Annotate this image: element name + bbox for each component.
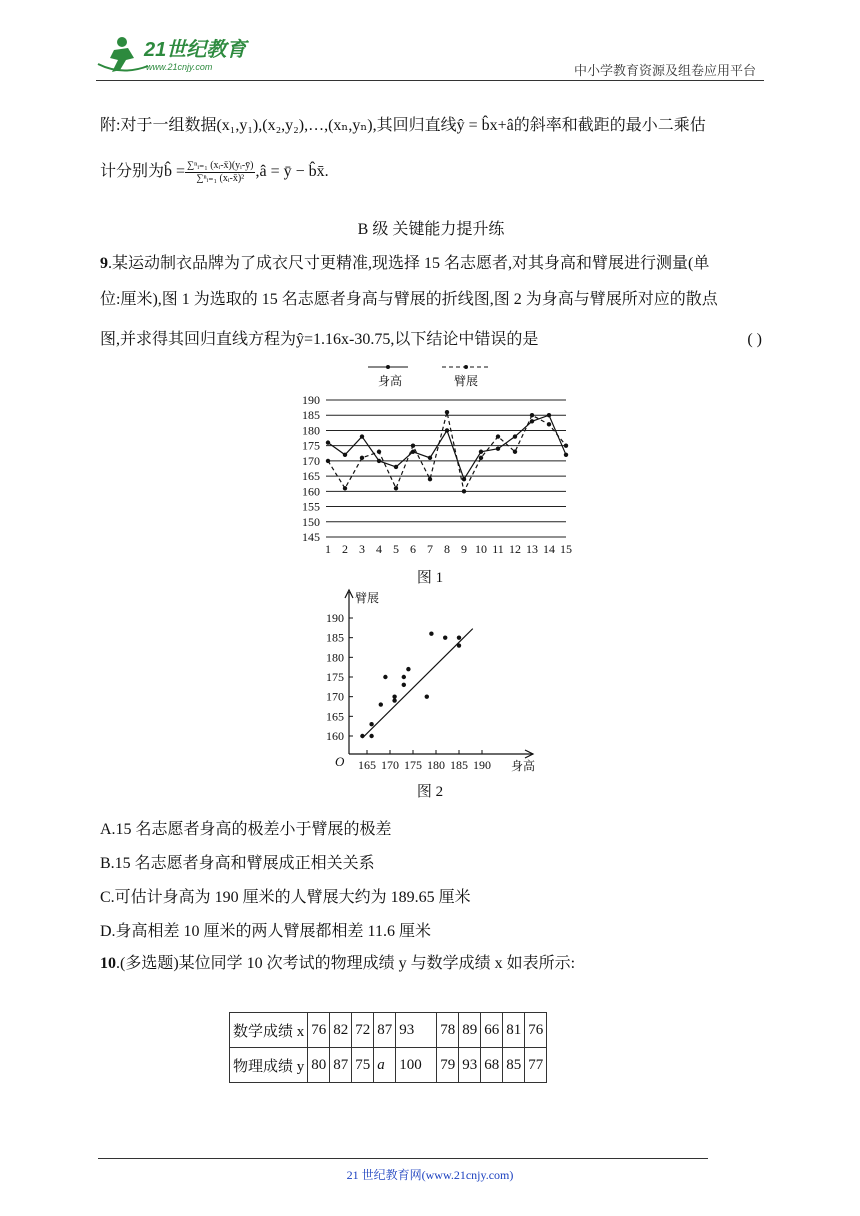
- scatter-point: [369, 722, 373, 726]
- x-tick-label: 12: [509, 542, 521, 556]
- table-cell: 87: [374, 1013, 396, 1048]
- note-line2-suffix: ,â = ȳ − b̂x̄.: [255, 163, 329, 180]
- header-platform-text: 中小学教育资源及组卷应用平台: [573, 63, 756, 78]
- fig2-caption: 图 2: [416, 784, 444, 800]
- footer-text: 21 世纪教育网(www.21cnjy.com): [346, 1168, 514, 1182]
- table-cell: 89: [459, 1013, 481, 1048]
- data-point: [377, 459, 381, 463]
- site-logo: [92, 30, 262, 78]
- data-point: [326, 440, 330, 444]
- x-tick-label: 185: [450, 758, 468, 772]
- option-b: B.15 名志愿者身高和臂展成正相关关系: [100, 855, 375, 872]
- y-tick-label: 145: [302, 530, 320, 544]
- table-cell: 77: [525, 1048, 547, 1083]
- data-point: [496, 447, 500, 451]
- table-cell: 100: [396, 1048, 437, 1083]
- x-tick-label: 190: [473, 758, 491, 772]
- x-tick-label: 5: [393, 542, 399, 556]
- table-cell: 80: [308, 1048, 330, 1083]
- table-row: [230, 1048, 547, 1083]
- data-point: [564, 453, 568, 457]
- data-point: [445, 428, 449, 432]
- b-hat: b̂ =: [164, 163, 186, 180]
- table-cell: 81: [503, 1013, 525, 1048]
- footer-divider: [98, 1158, 708, 1159]
- table-cell: 93: [459, 1048, 481, 1083]
- option-c: C.可估计身高为 190 厘米的人臂展大约为 189.65 厘米: [100, 889, 471, 906]
- data-point: [428, 477, 432, 481]
- x-tick-label: 3: [359, 542, 365, 556]
- y-tick-label: 170: [326, 689, 344, 704]
- section-title: B 级 关键能力提升练: [357, 221, 505, 238]
- data-point: [445, 410, 449, 414]
- y-tick-label: 180: [302, 423, 320, 438]
- fig1-line-chart: [290, 360, 580, 560]
- x-tick-label: 165: [358, 758, 376, 772]
- x-tick-label: 8: [444, 542, 450, 556]
- y-tick-label: 155: [302, 499, 320, 514]
- y-tick-label: 185: [326, 630, 344, 645]
- y-tick-label: 175: [302, 438, 320, 453]
- data-point: [496, 434, 500, 438]
- x-tick-label: 180: [427, 758, 445, 772]
- data-point: [462, 489, 466, 493]
- scatter-point: [383, 675, 387, 679]
- fig2-xlabel: 身高: [511, 759, 536, 773]
- x-tick-label: 175: [404, 758, 422, 772]
- y-tick-label: 170: [302, 453, 320, 468]
- data-point: [394, 486, 398, 490]
- x-tick-label: 13: [526, 542, 538, 556]
- option-a: A.15 名志愿者身高的极差小于臂展的极差: [100, 821, 392, 838]
- note-line2-prefix: 计分别为: [100, 163, 165, 180]
- y-tick-label: 185: [302, 408, 320, 423]
- y-tick-label: 165: [326, 709, 344, 724]
- armspan-series-line: [328, 412, 566, 491]
- scatter-point: [425, 694, 429, 698]
- data-point: [513, 434, 517, 438]
- y-tick-label: 190: [302, 393, 320, 407]
- table-cell: a: [374, 1048, 396, 1083]
- data-point: [513, 450, 517, 454]
- y-tick-label: 180: [326, 650, 344, 665]
- data-point: [462, 477, 466, 481]
- table-cell: 78: [437, 1013, 459, 1048]
- x-tick-label: 2: [342, 542, 348, 556]
- data-point: [479, 456, 483, 460]
- data-point: [377, 450, 381, 454]
- y-tick-label: 160: [326, 729, 344, 743]
- y-tick-label: 190: [326, 611, 344, 625]
- table-cell: 85: [503, 1048, 525, 1083]
- fig2-scatter-chart: [305, 588, 545, 778]
- q9-text-1: .某运动制衣品牌为了成衣尺寸更精准,现选择 15 名志愿者,对其身高和臂展进行测量(单: [108, 255, 710, 272]
- table-cell: 76: [308, 1013, 330, 1048]
- data-point: [326, 459, 330, 463]
- y-tick-label: 165: [302, 469, 320, 484]
- q9-text-3: 图,并求得其回归直线方程为ŷ=1.16x-30.75,以下结论中错误的是: [100, 331, 539, 348]
- data-point: [343, 486, 347, 490]
- scatter-point: [392, 698, 396, 702]
- data-point: [547, 413, 551, 417]
- table-row: [230, 1013, 547, 1048]
- logo-text: 21世纪教育: [144, 39, 247, 61]
- x-tick-label: 4: [376, 542, 382, 556]
- y-tick-label: 175: [326, 670, 344, 684]
- table-cell: 75: [352, 1048, 374, 1083]
- fig1-caption: 图 1: [416, 570, 444, 586]
- q10-text: .(多选题)某位同学 10 次考试的物理成绩 y 与数学成绩 x 如表所示:: [116, 955, 576, 972]
- fig2-ylabel: 臂展: [355, 591, 380, 605]
- x-tick-label: 15: [560, 542, 572, 556]
- data-point: [428, 456, 432, 460]
- fig2-origin: O: [335, 754, 345, 769]
- y-tick-label: 150: [302, 514, 320, 529]
- data-point: [411, 443, 415, 447]
- table-cell: 76: [525, 1013, 547, 1048]
- data-point: [411, 450, 415, 454]
- legend-height: 身高: [378, 374, 403, 388]
- row-header-physics: 物理成绩 y: [230, 1048, 308, 1083]
- data-point: [564, 443, 568, 447]
- scatter-point: [369, 734, 373, 738]
- scatter-point: [379, 702, 383, 706]
- fraction-numerator: ∑ⁿᵢ₌₁ (xᵢ-x̄)(yᵢ-ȳ): [187, 159, 254, 171]
- data-point: [360, 434, 364, 438]
- q9-line-1: [100, 250, 762, 278]
- regression-line: [362, 629, 472, 738]
- table-cell: 68: [481, 1048, 503, 1083]
- answer-paren: ( ): [747, 331, 762, 348]
- scatter-point: [392, 694, 396, 698]
- data-point: [530, 419, 534, 423]
- y-tick-label: 160: [302, 484, 320, 499]
- scatter-point: [402, 675, 406, 679]
- data-point: [394, 465, 398, 469]
- header-divider: [96, 80, 764, 81]
- table-cell: 66: [481, 1013, 503, 1048]
- scatter-point: [402, 683, 406, 687]
- score-table: [229, 1012, 547, 1083]
- table-cell: 79: [437, 1048, 459, 1083]
- x-tick-label: 7: [427, 542, 433, 556]
- x-tick-label: 10: [475, 542, 487, 556]
- data-point: [343, 453, 347, 457]
- q9-text-2: 位:厘米),图 1 为选取的 15 名志愿者身高与臂展的折线图,图 2 为身高与臂展所对应的散点: [100, 291, 718, 308]
- height-series-line: [328, 415, 566, 479]
- option-d: D.身高相差 10 厘米的两人臂展都相差 11.6 厘米: [100, 923, 431, 940]
- x-tick-label: 11: [492, 542, 504, 556]
- q9-line-3: [100, 326, 762, 354]
- scatter-point: [406, 667, 410, 671]
- q9-number: 9: [100, 255, 108, 272]
- scatter-point: [457, 635, 461, 639]
- logo-url: www.21cnjy.com: [146, 62, 213, 72]
- data-point: [479, 450, 483, 454]
- q10-line: [100, 950, 762, 978]
- x-tick-label: 9: [461, 542, 467, 556]
- q10-number: 10: [100, 955, 116, 972]
- table-cell: 82: [330, 1013, 352, 1048]
- fig1-legend: [368, 365, 490, 388]
- note-line-2: [100, 158, 762, 186]
- scatter-point: [429, 632, 433, 636]
- note-line-1: 附:对于一组数据(x₁,y₁),(x₂,y₂),…,(xₙ,yₙ),其回归直线ŷ = b̂x+â的斜率和截距的最小二乘估: [100, 117, 706, 134]
- least-squares-fraction: [185, 160, 255, 185]
- table-cell: 72: [352, 1013, 374, 1048]
- data-point: [530, 413, 534, 417]
- data-point: [547, 422, 551, 426]
- scatter-point: [443, 635, 447, 639]
- x-tick-label: 170: [381, 758, 399, 772]
- data-point: [360, 456, 364, 460]
- row-header-math: 数学成绩 x: [230, 1013, 308, 1048]
- x-tick-label: 6: [410, 542, 416, 556]
- fraction-denominator: ∑ⁿᵢ₌₁ (xᵢ-x̄)²: [196, 172, 245, 184]
- x-tick-label: 14: [543, 542, 555, 556]
- table-cell: 93: [396, 1013, 437, 1048]
- table-cell: 87: [330, 1048, 352, 1083]
- legend-armspan: 臂展: [454, 374, 479, 388]
- x-tick-label: 1: [325, 542, 331, 556]
